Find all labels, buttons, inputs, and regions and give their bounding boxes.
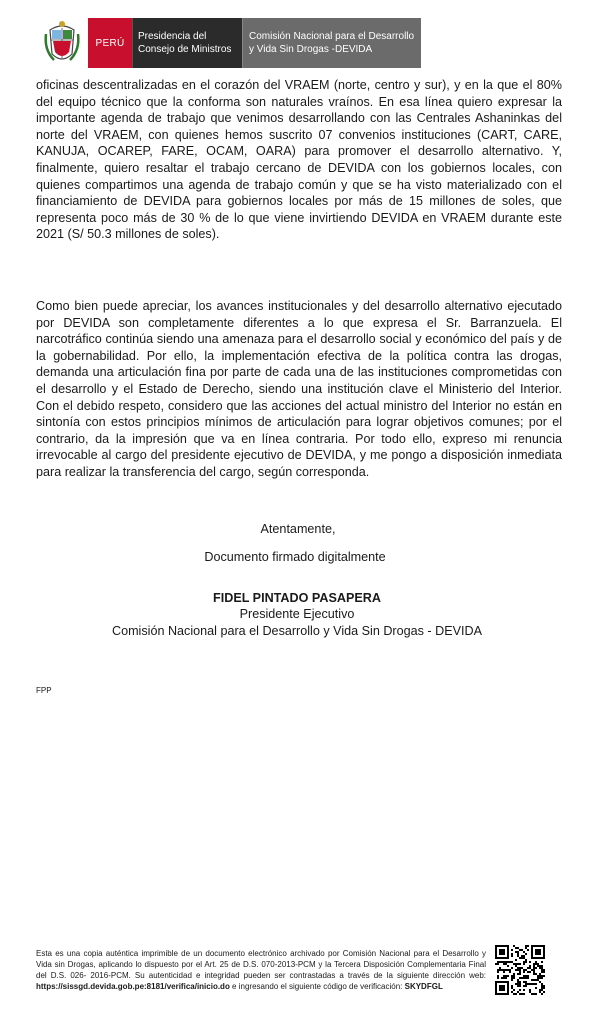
devida-line2: y Vida Sin Drogas -DEVIDA [249,44,373,55]
national-coat-of-arms-icon [40,18,84,68]
pcm-line2: Consejo de Ministros [138,44,232,55]
footer-text-intro: Esta es una copia auténtica imprimible de un documento electrónico archivado por Comisión Nacional para el Desarrollo y Vida sin Drogas, aplicando lo dispuesto por el Art. 25 de D.S. 070-2013-PCM y la Tercera Disposición Complementaria Final del D.S. 026- 2016-PCM. Su autenticidad e integridad pueden ser contrastadas a través de la siguiente dirección web: [36,949,486,980]
digital-signature-note: Documento firmado digitalmente [204,550,386,564]
pcm-brand-block [132,18,242,68]
verification-url-link[interactable]: https://sissgd.devida.gob.pe:8181/verifica/inicio.do [36,982,230,991]
letterhead [40,18,421,68]
signatory-organization: Comisión Nacional para el Desarrollo y Vida Sin Drogas - DEVIDA [111,624,483,638]
pcm-line1: Presidencia del [138,31,207,42]
authenticity-footer [36,948,486,992]
devida-brand-block [242,18,421,68]
signatory-role: Presidente Ejecutivo [239,607,355,621]
verification-code: SKYDFGL [404,982,443,991]
footer-text-code-intro: e ingresando el siguiente código de verificación: [229,982,405,991]
body-paragraph-2: Como bien puede apreciar, los avances institucionales y del desarrollo alternativo ejecutado por DEVIDA son completamente diferentes a lo que expresa el Sr. Barranzuela. El narcotráfico continúa siendo una amenaza para el desarrollo social y económico del país y de la gobernabilidad. Por ello, la implementación efectiva de la política contra las drogas, demanda una articulación fina por parte de cada una de las instituciones comprometidas con el desarrollo y el Estado de Derecho, siendo una institución clave el Ministerio del Interior. Con el debido respeto, considero que las acciones del actual ministro del Interior no están en sintonía con estos principios mínimos de articulación para lograr objetivos comunes; por el contrario, da la impresión que va en línea contraria. Por todo ello, expreso mi renuncia irrevocable al cargo del presidente ejecutivo de DEVIDA, y me pongo a disposición inmediata para realizar la transferencia del cargo, según corresponda. [36,299,562,479]
qr-code-icon [495,945,545,995]
author-initials: FPP [36,686,52,695]
signatory-name: FIDEL PINTADO PASAPERA [213,591,381,605]
closing-salutation: Atentamente, [260,522,336,536]
peru-label: PERÚ [95,37,125,49]
devida-line1: Comisión Nacional para el Desarrollo [249,31,415,42]
peru-brand-block [88,18,132,68]
body-paragraph-1: oficinas descentralizadas en el corazón del VRAEM (norte, centro y sur), y en la que el 80% del equipo técnico que la conforma son naturales vraínos. En esa línea quiero expresar la importante agenda de trabajo que venimos desarrollando con las Centrales Ashaninkas del norte del VRAEM, con quienes hemos suscrito 07 convenios instituciones (CART, CARE, KANUJA, OCAREP, FARE, OCAM, OARA) para promover el desarrollo alternativo. Y, finalmente, quiero resaltar el trabajo cercano de DEVIDA con los gobiernos locales, con quienes compartimos una agenda de trabajo común y que se ha visto materializado con el financiamiento de DEVIDA para gobiernos locales por más de 15 millones de soles, que representa poco más de 30 % de lo que viene invirtiendo DEVIDA en VRAEM durante este 2021 (S/ 50.3 millones de soles). [36,78,562,242]
